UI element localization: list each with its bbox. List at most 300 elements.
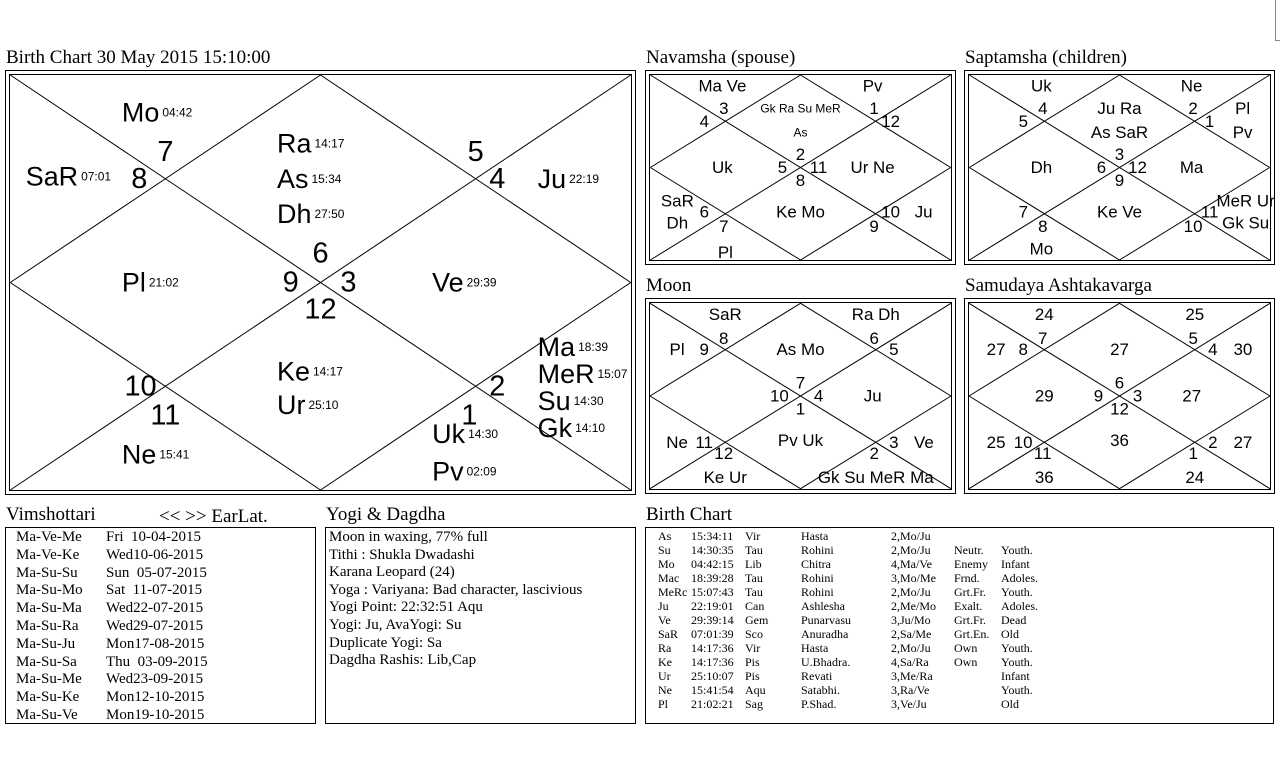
sign-cell: Aqu [745, 683, 766, 697]
chart-label: 2 [869, 443, 879, 463]
sign-cell: Sag [745, 697, 763, 711]
planet-degree: 15:41 [159, 447, 190, 462]
chart-label: Pl [669, 340, 685, 360]
chart-label: Ve [914, 432, 934, 452]
planet-name: Ne [121, 439, 157, 470]
chart-label: 11 [809, 158, 828, 177]
chart-label: Ju Ra [1097, 98, 1142, 118]
house-number: 9 [282, 266, 299, 299]
navamsha-frame [649, 74, 952, 261]
dasha-period: Ma-Su-Ju [16, 635, 76, 652]
sign-cell: Sco [745, 627, 763, 641]
dasha-row[interactable] [16, 529, 201, 546]
planet-name: Su [537, 385, 571, 416]
moon-chart-title: Moon [646, 275, 692, 296]
dignity-cell: Grt.En. [954, 627, 990, 641]
chart-label: 4 [699, 111, 710, 131]
planet-cell: Ur [658, 669, 671, 683]
avastha-cell: Dead [1001, 613, 1027, 627]
dasha-row[interactable] [16, 636, 204, 653]
planet-name: Dh [277, 199, 312, 230]
planet-degree: 14:17 [312, 364, 343, 379]
longitude-cell: 04:42:15 [691, 557, 734, 571]
dasha-row[interactable] [16, 582, 202, 599]
planet-name: Ke [277, 356, 311, 387]
longitude-cell: 14:17:36 [691, 655, 734, 669]
sign-cell: Vir [745, 529, 761, 543]
yogi-line: Yoga : Variyana: Bad character, lascivious [329, 581, 583, 598]
chart-label: 1 [795, 399, 806, 419]
longitude-cell: 22:19:01 [691, 599, 734, 613]
chart-label: 5 [1018, 111, 1029, 131]
ashtakavarga-title: Samudaya Ashtakavarga [965, 275, 1152, 296]
yogi-line: Dagdha Rashis: Lib,Cap [329, 652, 477, 669]
saptamsha-title: Saptamsha (children) [965, 47, 1127, 68]
chart-label: SaR [660, 191, 694, 211]
dasha-period: Ma-Ve-Me [16, 529, 82, 545]
planet-name: As [277, 163, 309, 194]
pada-cell: 3,Ju/Mo [891, 613, 931, 627]
chart-label: 27 [1182, 386, 1202, 406]
birth-table[interactable] [645, 527, 1274, 724]
dasha-row[interactable] [16, 654, 208, 671]
house-number: 5 [467, 135, 484, 168]
planet-name: MeR [537, 358, 595, 389]
planet-entry[interactable] [122, 97, 193, 127]
planet-degree: 27:50 [314, 207, 345, 222]
planet-degree: 14:30 [468, 426, 499, 441]
nakshatra-cell: Satabhi. [801, 683, 840, 697]
pada-cell: 4,Sa/Ra [891, 655, 929, 669]
pada-cell: 2,Mo/Ju [891, 543, 931, 557]
pada-cell: 3,Ve/Ju [891, 697, 927, 711]
chart-label: SaR [708, 304, 742, 324]
chart-label: 11 [1200, 202, 1219, 222]
avastha-cell: Infant [1001, 557, 1030, 571]
chart-label: 3 [719, 98, 729, 118]
house-number: 8 [131, 162, 148, 195]
chart-label: 6 [1096, 158, 1107, 177]
pada-cell: 2,Mo/Ju [891, 585, 931, 599]
dasha-row[interactable] [16, 707, 204, 724]
planet-name: Ur [277, 389, 306, 420]
longitude-cell: 21:02:21 [691, 697, 734, 711]
chart-label: 10 [881, 202, 901, 222]
chart-label: 9 [1114, 170, 1125, 190]
dasha-period: Ma-Su-Sa [16, 653, 77, 670]
avastha-cell: Old [1001, 627, 1019, 641]
longitude-cell: 15:41:54 [691, 683, 734, 697]
chart-label: 7 [1038, 329, 1048, 349]
planet-entry[interactable] [122, 440, 190, 470]
chart-label: 10 [770, 386, 789, 406]
planet-cell: Ke [658, 655, 672, 669]
chart-label: 27 [1110, 340, 1129, 360]
planet-degree: 29:39 [466, 275, 497, 290]
yogi-panel [325, 527, 636, 724]
nakshatra-cell: Ashlesha [801, 599, 845, 613]
nakshatra-cell: Punarvasu [801, 613, 851, 627]
chart-label: Ma [1179, 158, 1204, 177]
moon-chart[interactable] [645, 298, 956, 494]
longitude-cell: 29:39:14 [691, 613, 734, 627]
chart-label: Ne [1180, 76, 1203, 96]
chart-label: 8 [1018, 340, 1028, 360]
planet-cell: Ra [658, 641, 672, 655]
vimshottari-nav[interactable]: << >> EarLat. [159, 506, 268, 527]
chart-label: 12 [1128, 158, 1147, 177]
planet-entry[interactable] [538, 359, 628, 389]
birth-table-title: Birth Chart [646, 504, 733, 525]
planet-cell: MeRc [658, 585, 688, 599]
dasha-period: Ma-Su-Mo [16, 582, 83, 599]
avastha-cell: Youth. [1001, 585, 1033, 599]
dasha-date: Fri 10-04-2015 [106, 529, 201, 545]
chart-label: Ur Ne [850, 158, 895, 177]
pada-cell: 4,Ma/Ve [891, 557, 932, 571]
planet-cell: As [658, 529, 672, 543]
chart-label: 9 [1093, 386, 1104, 406]
chart-label: Ra Dh [851, 304, 900, 324]
avastha-cell: Youth. [1001, 683, 1033, 697]
planet-degree: 02:09 [466, 464, 497, 479]
chart-label: Uk [1031, 76, 1052, 96]
planet-entry[interactable] [538, 386, 604, 416]
longitude-cell: 15:07:43 [691, 585, 734, 599]
nakshatra-cell: Rohini [801, 585, 834, 599]
chart-label: 5 [889, 340, 899, 360]
house-number: 2 [489, 370, 506, 403]
planet-name: Ju [537, 163, 567, 194]
chart-label: 8 [795, 170, 806, 190]
chart-label: 12 [881, 111, 901, 131]
dignity-cell: Own [954, 641, 978, 655]
main-chart-title: Birth Chart 30 May 2015 15:10:00 [6, 47, 271, 68]
chart-label: Pv [1232, 122, 1253, 142]
dasha-row[interactable] [16, 689, 204, 706]
planet-degree: 15:34 [311, 171, 342, 186]
chart-label: Dh [666, 213, 689, 233]
chart-label: 10 [1013, 432, 1033, 452]
dignity-cell: Grt.Fr. [954, 613, 987, 627]
avastha-cell: Adoles. [1001, 599, 1038, 613]
longitude-cell: 14:30:35 [691, 543, 734, 557]
chart-label: 36 [1110, 430, 1129, 450]
house-number: 1 [461, 399, 478, 432]
chart-label: 6 [699, 202, 710, 222]
chart-label: Ma Ve [698, 76, 747, 96]
planet-degree: 04:42 [162, 105, 193, 120]
planet-entry[interactable] [277, 390, 339, 420]
dasha-period: Ma-Su-Me [16, 671, 82, 688]
planet-cell: SaR [658, 627, 679, 641]
planet-entry[interactable] [432, 268, 497, 298]
dignity-cell: Grt.Fr. [954, 585, 987, 599]
nakshatra-cell: Hasta [801, 529, 829, 543]
nakshatra-cell: Hasta [801, 641, 829, 655]
yogi-line: Yogi Point: 22:32:51 Aqu [329, 599, 483, 616]
yogi-line: Tithi : Shukla Dwadashi [329, 546, 475, 563]
planet-name: Ve [432, 267, 464, 298]
sign-cell: Pis [745, 655, 760, 669]
dasha-period: Ma-Su-Ra [16, 618, 79, 634]
vimshottari-list[interactable] [5, 527, 316, 724]
dasha-date: Sat 11-07-2015 [106, 582, 203, 599]
nakshatra-cell: Chitra [801, 557, 831, 571]
planet-name: Pv [432, 456, 464, 487]
chart-label: 24 [1185, 468, 1205, 488]
chart-label: 1 [1188, 443, 1198, 463]
longitude-cell: 25:10:07 [691, 669, 734, 683]
chart-label: Pv Uk [777, 430, 824, 450]
planet-cell: Mo [658, 557, 675, 571]
chart-label: Pv [862, 76, 883, 96]
chart-label: 6 [869, 329, 879, 349]
main-chart-frame [9, 74, 632, 491]
planet-entry[interactable] [538, 413, 606, 443]
chart-label: Gk Su MeR Ma [817, 468, 934, 488]
ashtakavarga-frame [968, 302, 1271, 490]
planet-name: Gk [537, 412, 573, 443]
nakshatra-cell: Rohini [801, 571, 834, 585]
nakshatra-cell: U.Bhadra. [801, 655, 851, 669]
planet-cell: Mac [658, 571, 680, 585]
chart-label: 4 [813, 386, 824, 406]
dasha-period: Ma-Ve-Ke [16, 546, 80, 563]
house-number: 7 [157, 135, 174, 168]
nakshatra-cell: Anuradha [801, 627, 849, 641]
avastha-cell: Infant [1001, 669, 1030, 683]
sign-cell: Pis [745, 669, 760, 683]
navamsha-title: Navamsha (spouse) [646, 47, 796, 68]
yogi-title: Yogi & Dagdha [326, 504, 446, 525]
planet-cell: Ne [658, 683, 672, 697]
planet-degree: 15:07 [597, 366, 628, 381]
chart-label: Ke Ve [1096, 202, 1143, 222]
chart-label: Pl [1235, 98, 1251, 118]
chart-label: 12 [714, 443, 734, 463]
yogi-line: Duplicate Yogi: Sa [329, 634, 442, 651]
yogi-line: Moon in waxing, 77% full [329, 529, 488, 545]
yogi-line: Yogi: Ju, AvaYogi: Su [329, 617, 462, 633]
chart-label: 3 [1132, 386, 1143, 406]
nakshatra-cell: Rohini [801, 543, 834, 557]
planet-degree: 07:01 [81, 169, 112, 184]
dasha-row[interactable] [16, 547, 203, 564]
dasha-period: Ma-Su-Ve [16, 707, 78, 723]
planet-cell: Pl [658, 697, 669, 711]
pada-cell: 3,Me/Ra [891, 669, 933, 683]
chart-label: 25 [986, 432, 1006, 452]
moon-chart-svg [650, 303, 951, 489]
planet-entry[interactable] [538, 164, 600, 194]
chart-label: 12 [1110, 399, 1129, 419]
pada-cell: 2,Mo/Ju [891, 529, 931, 543]
house-number: 4 [489, 162, 506, 195]
navamsha-svg [650, 75, 951, 263]
planet-name: Ra [277, 128, 312, 159]
saptamsha-frame [968, 74, 1275, 261]
planet-degree: 22:19 [569, 171, 600, 186]
planet-cell: Su [658, 543, 671, 557]
chart-label: 11 [1033, 443, 1052, 463]
chart-label: Dh [1030, 158, 1053, 177]
ashtakavarga-svg [969, 303, 1270, 489]
chart-label: 2 [1208, 432, 1218, 452]
dasha-row[interactable] [16, 565, 207, 582]
chart-label: As SaR [1090, 122, 1149, 142]
pada-cell: 3,Ra/Ve [891, 683, 930, 697]
planet-name: Uk [432, 418, 466, 449]
avastha-cell: Old [1001, 697, 1019, 711]
planet-entry[interactable] [26, 162, 112, 192]
chart-label: Pl [717, 243, 733, 263]
chart-label: 2 [1188, 98, 1198, 118]
sign-cell: Lib [745, 557, 762, 571]
avastha-cell: Youth. [1001, 655, 1033, 669]
longitude-cell: 07:01:39 [691, 627, 734, 641]
sign-cell: Gem [745, 613, 769, 627]
dasha-date: Thu 03-09-2015 [106, 653, 208, 670]
planet-name: Mo [121, 97, 160, 128]
sign-cell: Can [745, 599, 765, 613]
chart-label: Gk Su [1222, 213, 1270, 233]
chart-label: 27 [986, 340, 1006, 360]
nakshatra-cell: Revati [801, 669, 833, 683]
planet-entry[interactable] [538, 332, 609, 362]
sign-cell: Tau [745, 585, 763, 599]
house-number: 12 [304, 293, 337, 326]
chart-label: 29 [1034, 386, 1054, 406]
pada-cell: 3,Mo/Me [891, 571, 936, 585]
window-scroll-edge[interactable] [1275, 0, 1280, 41]
longitude-cell: 14:17:36 [691, 641, 734, 655]
house-number: 11 [150, 399, 181, 432]
planet-degree: 14:10 [575, 420, 606, 435]
dasha-date: Wed23-09-2015 [106, 671, 204, 688]
chart-label: Ke Mo [776, 202, 825, 222]
chart-label: 6 [1114, 373, 1125, 393]
chart-label: 7 [1018, 202, 1029, 222]
chart-label: 1 [869, 98, 879, 118]
planet-degree: 21:02 [148, 275, 179, 290]
planet-degree: 14:30 [573, 393, 604, 408]
dasha-period: Ma-Su-Ke [16, 689, 80, 706]
chart-label: 10 [1183, 217, 1203, 237]
chart-label: 25 [1185, 304, 1205, 324]
chart-label: Gk Ra Su MeR [760, 101, 841, 116]
chart-label: As Mo [776, 340, 825, 360]
planet-degree: 18:39 [578, 339, 609, 354]
planet-cell: Ve [658, 613, 671, 627]
avastha-cell: Adoles. [1001, 571, 1038, 585]
avastha-cell: Youth. [1001, 641, 1033, 655]
dasha-row[interactable] [16, 671, 203, 688]
chart-label: 5 [1188, 329, 1198, 349]
chart-label: 9 [699, 340, 709, 360]
planet-degree: 25:10 [308, 397, 339, 412]
dasha-row[interactable] [16, 618, 203, 635]
chart-label: 4 [1208, 340, 1218, 360]
planet-entry[interactable] [277, 164, 342, 194]
chart-label: 7 [719, 217, 729, 237]
planet-name: SaR [25, 161, 79, 192]
chart-label: 1 [1204, 111, 1215, 131]
planet-cell: Ju [658, 599, 669, 613]
pada-cell: 2,Mo/Ju [891, 641, 931, 655]
chart-label: 5 [777, 158, 788, 177]
avastha-cell: Youth. [1001, 543, 1033, 557]
planet-name: Pl [121, 267, 146, 298]
main-birth-chart[interactable] [5, 70, 636, 495]
sign-cell: Vir [745, 641, 761, 655]
planet-entry[interactable] [122, 268, 179, 298]
planet-entry[interactable] [432, 456, 497, 486]
chart-label: 30 [1233, 340, 1253, 360]
saptamsha-chart[interactable] [964, 70, 1275, 265]
longitude-cell: 18:39:28 [691, 571, 734, 585]
main-chart-svg [10, 75, 631, 490]
planet-entry[interactable] [277, 199, 345, 229]
planet-name: Ma [537, 331, 576, 362]
chart-label: 3 [1114, 145, 1125, 165]
dasha-period: Ma-Su-Su [16, 564, 78, 581]
dignity-cell: Enemy [954, 557, 988, 571]
chart-label: 7 [795, 373, 806, 393]
saptamsha-svg [969, 75, 1275, 260]
chart-label: 36 [1034, 468, 1054, 488]
yogi-line: Karana Leopard (24) [329, 564, 455, 581]
dasha-row[interactable] [16, 600, 203, 617]
planet-entry[interactable] [277, 357, 343, 387]
chart-label: 3 [889, 432, 899, 452]
chart-label: 11 [695, 432, 713, 452]
chart-label: Ju [914, 202, 933, 222]
chart-label: 24 [1034, 304, 1054, 324]
chart-label: As [793, 125, 808, 140]
chart-label: Ke Ur [703, 468, 747, 488]
chart-label: 27 [1233, 432, 1253, 452]
planet-degree: 14:17 [314, 136, 345, 151]
chart-label: 8 [719, 329, 729, 349]
dasha-date: Sun 05-07-2015 [106, 564, 207, 581]
chart-label: 9 [869, 217, 879, 237]
pada-cell: 2,Me/Mo [891, 599, 936, 613]
chart-label: 4 [1038, 98, 1048, 118]
chart-label: Mo [1029, 239, 1054, 259]
dasha-date: Wed22-07-2015 [106, 600, 204, 617]
planet-entry[interactable] [277, 128, 345, 158]
moon-chart-frame [649, 302, 952, 490]
house-number: 10 [124, 370, 157, 403]
dignity-cell: Neutr. [954, 543, 984, 557]
navamsha-chart[interactable] [645, 70, 956, 265]
chart-label: MeR Ur [1216, 191, 1275, 211]
chart-label: 2 [795, 145, 806, 165]
sign-cell: Tau [745, 571, 763, 585]
longitude-cell: 15:34:11 [691, 529, 734, 543]
dignity-cell: Frnd. [954, 571, 980, 585]
dasha-date: Mon12-10-2015 [106, 689, 205, 706]
dasha-date: Wed29-07-2015 [106, 618, 204, 634]
vimshottari-title: Vimshottari [6, 504, 96, 525]
chart-label: Ne [666, 432, 688, 452]
dasha-date: Mon17-08-2015 [106, 635, 205, 652]
chart-label: Ju [863, 386, 882, 406]
ashtakavarga-chart[interactable] [964, 298, 1275, 494]
house-number: 3 [340, 266, 357, 299]
sign-cell: Tau [745, 543, 763, 557]
